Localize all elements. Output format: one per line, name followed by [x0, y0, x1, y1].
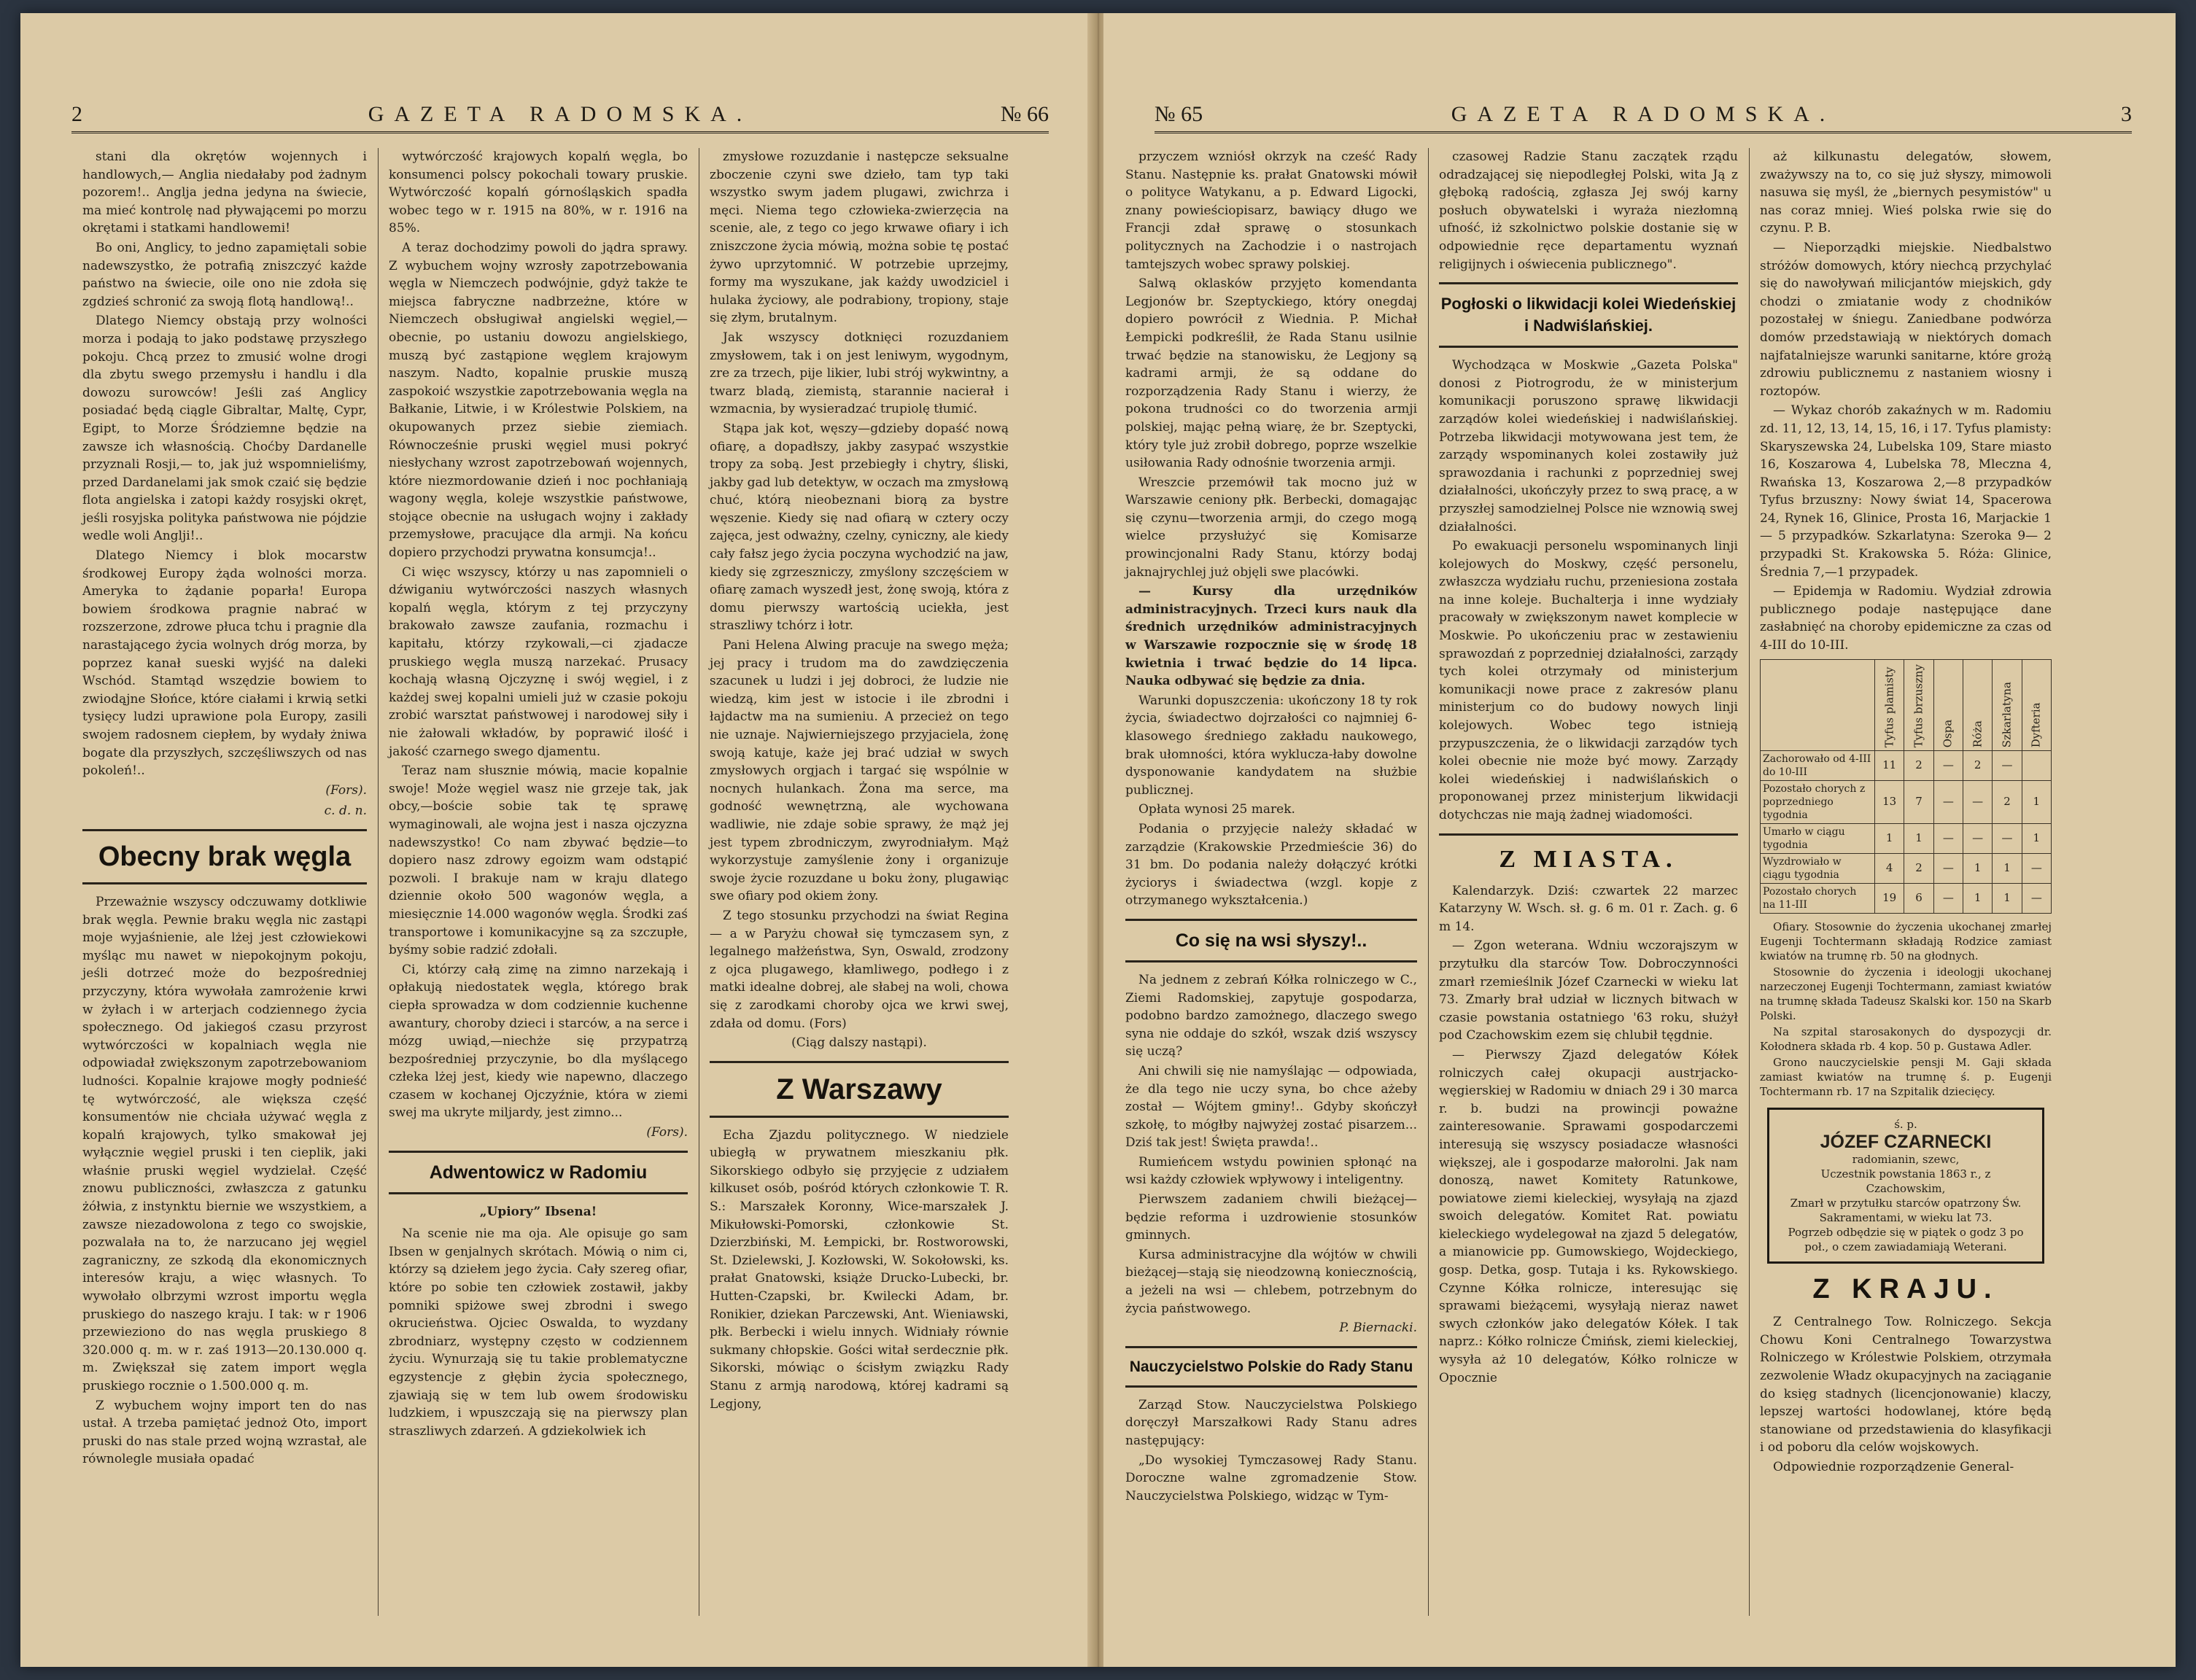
- obituary-notice: [1767, 1108, 2044, 1264]
- table-cell: —: [1933, 750, 1963, 780]
- table-cell: 19: [1875, 883, 1904, 913]
- right-column-3: [1760, 148, 2052, 1623]
- row-label: Wyzdrowiało w ciągu tygodnia: [1761, 853, 1875, 883]
- paragraph: Po ewakuacji personelu wspominanych linji kolejowych do Moskwy, część personelu, zwłaszcza wydziału ruchu, przeniesiona została na inne koleje. Buchalterja i inne wydziały pracowały w zwiększonym nawet komplecie w Moskwie. Po ukończeniu prac w zestawieniu sprawozdań z poprzedniej działalności, zarządy tych kolei otrzymały od ministerjum komunikacji nowe prace z zakresów planu ministerjum co do budowy nowych linji kolejowych. Wobec tego istnieją przypuszczenia, że o likwidacji zarządów tych kolei obecnie nie może być mowy. Zarządy kolei wiedeńskiej i nadwiślańskich o proponowanej przez ministerjum likwidacji dotychczas nie mają żadnej wiadomości.: [1439, 539, 1738, 822]
- divider: [1125, 1346, 1417, 1348]
- paragraph: „Do wysokiej Tymczasowej Rady Stanu. Doroczne walne zgromadzenie Stow. Nauczycielstwa Polskiego, widząc w Tym-: [1125, 1452, 1417, 1504]
- table-cell: —: [1963, 823, 1992, 853]
- table-cell: —: [1933, 853, 1963, 883]
- table-cell: 1: [2022, 823, 2051, 853]
- paragraph: Stosownie do życzenia i ideologji ukochanej narzeczonej Eugenji Tochtermann, zamiast kwiatów na trumnę składa Tadeusz Skalski kor. 150 na Skarb Polski.: [1760, 965, 2052, 1022]
- table-header: Tyfus brzuszny: [1904, 659, 1933, 750]
- paragraph: Pani Helena Alwing pracuje na swego męża; jej pracy i trudom ma do zawdzięczenia szacunek u ludzi i jej dobroci, że ludzie nie wiedzą, kim jest w istocie i ile zbrodni i łajdactw ma na sumieniu. A przecież on tego nie uznaje. Najwierniejszego przyjaciela, żonę swoją katuje, każe jej brać udział w swych zmysłowych orgjach i targać się wspólnie w nocnych hulankach. Żona ma serce, ma godność wewnętrzną, ale wychowana wadliwie, nie zdaje sobie sprawy, że mąż jej jest typem zbrodniczym, zwyrodniałym. Mąż wykorzystuje zamyślenie żony i organizuje swoje życie rozuzdane u boku żony, plugawiąc swe ofiary pod okiem żony.: [710, 638, 1009, 904]
- signature: (Fors).: [646, 1125, 688, 1140]
- row-label: Pozostało chorych na 11-III: [1761, 883, 1875, 913]
- divider: [389, 1192, 688, 1194]
- paragraph: Podania o przyjęcie należy składać w zarządzie (Krakowskie Przedmieście 36) do 31 bm. Do podania należy dołączyć krótki życiorys i świadectwa (wzgl. kopje z otrzymanego wykształcenia.): [1125, 821, 1417, 909]
- right-page: [1103, 13, 2176, 1667]
- table-cell: 1: [1963, 883, 1992, 913]
- divider: [1125, 1385, 1417, 1388]
- paragraph: — Zgon weterana. Wdniu wczorajszym w przytułku dla starców Tow. Dobroczynności zmarł rzemieślnik Józef Czarnecki w wieku lat 73. Zmarły brał udział w licznych bitwach w czasie powstania ostatniego '63 roku, służył pod Czachowskim ezem się chlubił tęgdnie.: [1439, 938, 1738, 1043]
- paragraph: Grono nauczycielskie pensji M. Gaji składa zamiast kwiatów na trumnę ś. p. Eugenji Tochtermann rb. 17 na Szpitalik dziecięcy.: [1760, 1055, 2052, 1098]
- paragraph: — Epidemja w Radomiu. Wydział zdrowia publicznego podaje następujące dane zasłabnięć na choroby epidemiczne za czas od 4-III do 10-III.: [1760, 584, 2052, 653]
- table-cell: 13: [1875, 780, 1904, 823]
- paragraph: Kalendarzyk. Dziś: czwartek 22 marzec Katarzyny W. Wsch. sł. g. 6 m. 01 r. Zach. g. 6 m 14.: [1439, 883, 1738, 934]
- paragraph: A teraz dochodzimy powoli do jądra sprawy. Z wybuchem wojny wzrosły zapotrzebowania węgla w Niemczech podwójnie, gdyż także te miejsca fabryczne nadbrzeżne, które w Niemczech obsługiwał angielski węgiel,—obecnie, po ustaniu dowozu angielskiego, muszą być zastąpione węglem krajowym naszym. Nadto, kopalnie pruskie muszą zaspokoić wszystkie zapotrzebowania węgla na Bałkanie, Litwie, i w Królestwie Polskiem, na okupowanych przez siebie ziemiach. Równocześnie pruski węgiel musi pokryć niesłychany wzrost zapotrzebowań wojennych, które niezmordowanie dzień i noc pochłaniają wagony węgla, koleje wszystkie państwowe, stojące obecnie na usługach wojny i zakłady przemysłowe, pracujące dla armji. Na końcu dopiero przychodzi prywatna konsumcja!..: [389, 240, 688, 561]
- continued-note: (Ciąg dalszy nastąpi).: [791, 1035, 927, 1051]
- obituary-line: Zmarł w przytułku starców opatrzony Św. Sakramentami, w wieku lat 73.: [1790, 1197, 2022, 1225]
- divider: [82, 882, 367, 884]
- table-header: Tyfus plamisty: [1875, 659, 1904, 750]
- left-page-header: [71, 99, 1049, 133]
- issue-number: № 66: [1000, 102, 1049, 126]
- row-label: Umarło w ciągu tygodnia: [1761, 823, 1875, 853]
- table-cell: 1: [2022, 780, 2051, 823]
- obituary-name: JÓZEF CZARNECKI: [1820, 1131, 1992, 1152]
- divider: [1125, 919, 1417, 921]
- left-page: [20, 13, 1093, 1667]
- paragraph: Przeważnie wszyscy odczuwamy dotkliwie brak węgla. Pewnie braku węgla nic zastąpi moje wyjaśnienie, ale lżej jest człowiekowi myśląc mu nawet w niepokojnym pokoju, jeśli dotrzeć może do bezpośredniej przyczyny, która wywołała zamrożenie krwi w żyłach i w arterjach codziennego życia społecznego. Od jakiegoś czasu przyrost wytwórczości w kopalniach węgla nie odpowiadał zwiększonym zapotrzebowaniom ludności. Kopalnie krajowe mogły podnieść tę wytwórczość, ale większa część konsumentów nie chciała używać węgla z kopalń krajowych, tylko smakował jej wyłącznie węgiel pruski i ten cieplik, jaki właśnie pruski węgiel wydzielał. Część znowu publiczności, zwłaszcza z gatunku żółwia, z instynktu biernie we wszystkiem, a zawsze niezadowolona z tego co swojskie, pozwalała na to, że narzucano jej węgiel zagraniczny, ze szkodą dla ekonomicznych interesów kraju, a więc własnych. To wywołało olbrzymi wzrost importu węgla pruskiego do naszego kraju. I tak: w r 1906 przewieziono do nas węgla pruskiego 8 320.000 q. m. w r. zaś 1913—20.130.000 q. m. Zwiększał się zatem import węgla pruskiego rocznie o 1.500.000 q. m.: [82, 894, 367, 1393]
- obituary-line: Pogrzeb odbędzie się w piątek o godz 3 po poł., o czem zawiadamiają Weterani.: [1788, 1226, 2024, 1254]
- page-number: 3: [2121, 102, 2132, 126]
- table-cell: 11: [1875, 750, 1904, 780]
- left-column-3: [710, 148, 1009, 1623]
- column-divider: [1749, 148, 1750, 1616]
- signature: (Fors).: [325, 782, 367, 798]
- paragraph: przyczem wzniósł okrzyk na cześć Rady Stanu. Następnie ks. prałat Gnatowski mówił o polityce Watykanu, a p. Edward Ligocki, znany powieściopisarz, bawiący długo we Francji zdał sprawę o stosunkach politycznych na Zachodzie i o nastrojach tamtejszych wobec sprawy polskiej.: [1125, 149, 1417, 272]
- table-cell: 4: [1875, 853, 1904, 883]
- obituary-role: radomianin, szewc,: [1852, 1153, 1960, 1167]
- right-page-header: [1155, 99, 2132, 133]
- paragraph: Zarząd Stow. Nauczycielstwa Polskiego doręczył Marszałkowi Rady Stanu adres następujący:: [1125, 1397, 1417, 1448]
- paragraph: Na jednem z zebrań Kółka rolniczego w C., Ziemi Radomskiej, zapytuje gospodarza, podobno bardzo zamożnego, dlaczego swego syna nie oddaje do szkół, wszak dziś wszyscy się uczą?: [1125, 972, 1417, 1059]
- table-row: [1761, 883, 2052, 913]
- table-cell: 2: [1904, 750, 1933, 780]
- table-cell: —: [1933, 883, 1963, 913]
- section-title-railways: Pogłoski o likwidacji kolei Wiedeńskiej i Nadwiślańskiej.: [1440, 295, 1737, 335]
- divider: [82, 829, 367, 831]
- paragraph: Warunki dopuszczenia: ukończony 18 ty rok życia, świadectwo dojrzałości co najmniej 6-klasowego średniego zakładu naukowego, brak ułomności, która wyklucza-łaby dowolne dysponowanie kandydatem na służbie publicznej.: [1125, 693, 1417, 798]
- paragraph: Dlatego Niemcy obstają przy wolności morza i podają to jako podstawę przyszłego pokoju. Chcą przez to zmusić wolne drogi dla zbytu swego przemysłu i handlu i dla dowozu surowców! Jeśli zaś Anglicy posiadać będą ciągle Gibraltar, Maltę, Cypr, Egipt, to Morze Śródziemne będzie na zawsze ich własnością. Choćby Dardanelle przyznali Rosji,— to, jak już wspomnieliśmy, przed Dardanelami jak smok czaić się będzie flota angielska i zatopi każdy rosyjski okręt, jeśli rosyjska polityka państwowa nie pójdzie wedle woli Anglji!..: [82, 314, 367, 544]
- table-cell: 7: [1904, 780, 1933, 823]
- paragraph: zmysłowe rozuzdanie i następcze seksualne zboczenie czyni swe dzieło, tam typ taki wszystko swym jadem plugawi, zwichrza i męci. Niema tego człowieka-zwierzęcia na scenie, ale, z tego co jego krwawe ofiary i ich zniszczone życia mówią, można sobie tę postać żywo uprzytomnić. W potrzebie uprzejmy, formy ma wyszukane, jak każdy uwodziciel i hulaka życiowy, ale podrabiony, tropiony, staje się złym, brutalnym.: [710, 149, 1009, 326]
- table-row: [1761, 780, 2052, 823]
- paragraph: Bo oni, Anglicy, to jedno zapamiętali sobie nadewszystko, że potrafią zniszczyć każde państwo na świecie, oile ono nie zdoła się zgdzieś schronić za swoją flotą handlową!..: [82, 240, 367, 309]
- paragraph: Echa Zjazdu politycznego. W niedziele ubiegłą w prywatnem mieszkaniu płk. Sikorskiego odbyło się przyjęcie z udziałem kilkuset osób, pośród których członkowie T. R. S.: Marszałek Koronny, Wice-marszałek J. Mikułowski-Pomorski, członkowie St. Dzierzbiński, M. Łempicki, br. Rostworowski, St. Dzielewski, J. Kozłowski, W. Sokołowski, ks. prałat Gnatowski, książe Drucko-Lubecki, br. Hutten-Czapski, br. Kwilecki Adam, br. Ronikier, dziekan Parczewski, Ant. Wieniawski, płk. Berbecki i wielu innych. Widniały równie sukmany chłopskie. Gości witał serdecznie płk. Sikorski, mówiąc o ścisłym związku Rady Stanu z armją narodową, której kadrami są Legjony,: [710, 1127, 1009, 1412]
- right-column-1: [1125, 148, 1417, 1623]
- paragraph: stani dla okrętów wojennych i handlowych,— Anglia niedałaby pod żadnym pozorem!.. Anglja jedna jedyna na świecie, ma mieć kontrolę nad pływającemi po morzu okrętami i statkami handlowemi!: [82, 149, 367, 236]
- table-cell: —: [2022, 853, 2051, 883]
- right-column-2: [1439, 148, 1738, 1623]
- obituary-prefix: ś. p.: [1894, 1117, 1917, 1131]
- paragraph: czasowej Radzie Stanu zaczątek rządu odradzającej się niepodległej Polski, wita Ją z głęboką radością, zgłasza Jej swój karny posłuch obywatelski i wyraża niezłomną ufność, iż szkolnictwo polskie dostanie się w odpowiednie ręce departamentu wyznań religijnych i oświecenia publicznego".: [1439, 149, 1738, 272]
- masthead-title: GAZETA RADOMSKA.: [368, 102, 753, 126]
- table-cell: 1: [1963, 853, 1992, 883]
- review-subtitle: „Upiory” Ibsena!: [479, 1204, 597, 1219]
- masthead-title: GAZETA RADOMSKA.: [1451, 102, 1836, 126]
- section-title-village: Co się na wsi słyszy!..: [1175, 930, 1367, 951]
- table-row: [1761, 853, 2052, 883]
- paragraph: Pierwszem zadaniem chwili bieżącej—będzie reforma i uzdrowienie stosunków gminnych.: [1125, 1192, 1417, 1243]
- section-title-city: Z MIASTA.: [1499, 845, 1678, 873]
- paragraph: Ci, którzy całą zimę na zimno narzekają i opłakują niedostatek węgla, którego brak ciepła sprowadza w dom codziennie kuchenne awantury, choroby dzieci i starców, a na serce i mózg uwiąd,—niechże się przypatrzą bezpośredniej przyczynie, bo dla myślącego człeka lżej jest, kiedy wie napewno, dlaczego czasem w kochanej Ojczyźnie, która w ziemi swej ma ukryte miljardy, jest zimno...: [389, 962, 688, 1121]
- paragraph: Salwą oklasków przyjęto komendanta Legjonów br. Szeptyckiego, który onegdaj dopiero powrócił z Wiednia. P. Michał Łempicki podkreślił, że Rada Stanu usilnie trwać będzie na stanowisku, że Legjony są kadrami armji, że są oddane do rozporządzenia Rady Stanu i wierzy, że pokona trudności co do tworzenia armji polskiej, mając pełną wiarę, że br. Szeptycki, który tyle już zrobił dobrego, poprze wszelkie usiłowania Rady odnośnie tworzenia armji.: [1125, 276, 1417, 471]
- epidemic-table: [1760, 659, 2052, 914]
- paragraph: — Wykaz chorób zakaźnych w m. Radomiu zd. 11, 12, 13, 14, 15, 16, i 17. Tyfus plamisty: Skaryszewska 24, Lubelska 109, Stare miasto 16, Koszarowa 4, Lubelska 78, Mleczna 4, Rwańska 13, Koszarowa 2,—8 przypadków Tyfus brzuszny: Nowy świat 14, Spacerowa 24, Rynek 16, Glinice, Prosta 16, Marjackie 1— 5 przypadków. Szkarlatyna: Szeroka 9— 2 przypadki St. Krakowska 5. Róża: Glinice, Średnia 7,—1 przypadek.: [1760, 403, 2052, 580]
- paragraph: Opłata wynosi 25 marek.: [1138, 802, 1295, 817]
- page-number: 2: [71, 102, 82, 126]
- paragraph: Jak wszyscy dotknięci rozuzdaniem zmysłowem, tak i on jest leniwym, wygodnym, zre za trzech, pije likier, lubi strój wykwintny, a twarz bladą, ziemistą, starannie nacierał i wzmacnia, by wysieradzać trupiolę tłumić.: [710, 330, 1009, 417]
- paragraph: Na szpital starosakonych do dyspozycji dr. Kołodnera składa rb. 4 kop. 50 p. Gustawa Adler.: [1760, 1024, 2052, 1053]
- table-cell: 2: [1904, 853, 1933, 883]
- paragraph: Z wybuchem wojny import ten do nas ustał. A trzeba pamiętać jednoż Oto, import pruski do nas stale przed wojną wzrastał, ale równolegle musiała opadać: [82, 1398, 367, 1467]
- table-cell: 1: [1904, 823, 1933, 853]
- article-title: Obecny brak węgla: [98, 841, 352, 872]
- issue-number: № 65: [1155, 102, 1203, 126]
- paragraph: Na scenie nie ma oja. Ale opisuje go sam Ibsen w genjalnych skrótach. Mówią o nim ci, którzy są dziełem jego życia. Cały szereg ofiar, które po sobie ten człowiek zostawił, jakby pomniki spiżowe swej zbrodni i swego okrucieństwa. Ojciec Oswalda, to wyzdany zbrodniarz, występny często w codziennem życiu. Wynurzają się tu takie problematyczne egzystencje z głębin życia społecznego, zjawiają się w tem lub owem środowisku ludzkiem, i wpuszczają się na pierwszy plan straszliwych zdarzeń. A gdziekolwiek ich: [389, 1226, 688, 1439]
- section-title-country: Z KRAJU.: [1812, 1274, 1999, 1305]
- paragraph: — Nieporządki miejskie. Niedbalstwo stróżów domowych, który niechcą przychylać się do nawoływań milicjantów miejskich, gdy chodzi o zmiatanie wody z chodników pozostałej w śniegu. Zaniedbane podwórza domów przedstawiają w niektórych domach najfatalniejsze warunki sanitarne, które grożą zdrowiu publicznemu z nastaniem wiosny i roztopów.: [1760, 240, 2052, 399]
- table-header: Ospa: [1933, 659, 1963, 750]
- table-header: Róża: [1963, 659, 1992, 750]
- table-header-row: [1761, 659, 2052, 750]
- table-cell: —: [1993, 823, 2022, 853]
- paragraph: Z Centralnego Tow. Rolniczego. Sekcja Chowu Koni Centralnego Towarzystwa Rolniczego w Królestwie Polskiem, otrzymała zezwolenie Władz okupacyjnych na zaciąganie do księg stadnych (licencjonowanie) klaczy, lepszej wartości hodowlanej, które będą stanowiane od przedstawienia do klasyfikacji i od poboru dla celów wojskowych.: [1760, 1315, 2052, 1455]
- paragraph: — Kursy dla urzędników administracyjnych. Trzeci kurs nauk dla średnich urzędników administracyjnych w Warszawie rozpocznie się w środę 18 kwietnia i trwać będzie do 14 lipca. Nauka odbywać się będzie za dnia.: [1125, 584, 1417, 689]
- paragraph: Wreszcie przemówił tak mocno już w Warszawie ceniony płk. Berbecki, domagając się czynu—tworzenia armji, do czego mogą wielce przysłużyć się Komisarze prowincjonalni Rady Stanu, którzy bodaj jaknajrychlej już objęli swe placówki.: [1125, 475, 1417, 580]
- obituary-line: Uczestnik powstania 1863 r., z Czachowskim,: [1820, 1167, 1991, 1196]
- table-row: [1761, 823, 2052, 853]
- divider: [389, 1151, 688, 1153]
- divider: [710, 1061, 1009, 1063]
- divider: [1439, 346, 1738, 348]
- divider: [1439, 833, 1738, 836]
- paragraph: Ci więc wszyscy, którzy u nas zapomnieli o dźwiganiu wytwórczości naszych własnych kopalń węgla, którym z tej przyczyny brakowało zawsze zaufania, rozmachu i kapitału, którzy rzykowali,—ci zjadacze pruskiego węgla muszą narzekać. Prusacy kochają własną Ojczyznę i swój węgiel, i z każdej swej kopalni umieli już w czasie pokoju zrobić warsztat państwowej i narodowej siły i nie żałowali wkładów, by poprawić ilość i jakość czarnego swego djamentu.: [389, 564, 688, 759]
- paragraph: wytwórczość krajowych kopalń węgla, bo konsumenci polscy pokochali towary pruskie. Wytwórczość kopalń górnośląskich spadła wobec tego w r. 1915 na 80%, w r. 1916 na 85%.: [389, 149, 688, 236]
- table-cell: 1: [1875, 823, 1904, 853]
- newspaper-spread: [20, 13, 2176, 1667]
- section-title-teachers: Nauczycielstwo Polskie do Rady Stanu: [1129, 1358, 1413, 1375]
- column-divider: [1428, 148, 1429, 1616]
- table-cell: —: [1993, 750, 2022, 780]
- table-cell: —: [1933, 823, 1963, 853]
- paragraph: Teraz nam słusznie mówią, macie kopalnie swoje! Może węgiel wasz nie grzeje tak, jak obcy,—boście sobie tak tę sprawę wymaginowali, ale wojna jest i nasza ojczyzna nadewszystko! Co nam zbywać będzie—to dopiero nasz zdrowy egoizm wam odstąpić pozwoli. I brakuje nam w kraju dlatego dziennie około 500 wagonów węgla, a miesięcznie 14.000 wagonów węgla. Środki zaś transportowe i komunikacyjne są za szczupłe, byśmy sobie radzić zdołali.: [389, 763, 688, 958]
- signature: P. Biernacki.: [1339, 1321, 1417, 1336]
- table-cell: —: [1933, 780, 1963, 823]
- continued-note: c. d. n.: [324, 804, 367, 819]
- table-row: [1761, 750, 2052, 780]
- paragraph: — Pierwszy Zjazd delegatów Kółek rolniczych całej okupacji austrjacko-węgierskiej w Radomiu w dniach 29 i 30 marca r. b. budzi na prowincji poważne zainteresowanie. Sprawami gospodarczemi interesują się wszyscy posiadacze własności większej, ale i gospodarze małorolni. Jak nam donoszą, nawet Komitety Ratunkowe, powiatowe ziemi kieleckiej, wysyłają na zjazd swoich delegatów. Komitet Rat. powiatu kieleckiego wydelegował na zjazd 5 delegatów, a mianowicie pp. Gumowskiego, Wojdeckiego, gosp. Detka, gosp. Tutaja i ks. Rykowskiego. Czynne Kółka rolnicze, interesując się sprawami bieżącemi, wysyłają nieraz nawet swych członków jako delegatów Kółek. I tak naprz.: Kółko rolnicze Ćmińsk, ziemi kieleckiej, wysyła aż 10 delegatów, Kółko rolnicze w Opocznie: [1439, 1047, 1738, 1385]
- row-label: Zachorowało od 4-III do 10-III: [1761, 750, 1875, 780]
- table-cell: 1: [1993, 883, 2022, 913]
- paragraph: Stąpa jak kot, węszy—gdzieby dopaść nową ofiarę, a dopadłszy, jakby zasypać wszystkie tropy za sobą. Jest przebiegły i chytry, śliski, jakby gad lub detektyw, w oczach ma zmysłową chuć, którą nieobeznani biorą za bystre węszenie. Kiedy się nad ofiarą w cztery oczy zajęca, jest odważny, czelny, cyniczny, ale kiedy cały fałsz jego życia poczyna wychodzić na jaw, kiedy się zgrzeszniczy, zmyślony szczęściem w ofiarę zamach wyszedł jest, żonę swoją, która z domu pierwszy wartością uciekła, jest straszliwy tchórz i łotr.: [710, 421, 1009, 634]
- paragraph: Ofiary. Stosownie do życzenia ukochanej zmarłej Eugenji Tochtermann składają Rodzice zamiast kwiatów na trumnę rb. 50 na głodnych.: [1760, 919, 2052, 962]
- table-cell: —: [1963, 780, 1992, 823]
- paragraph: Wychodząca w Moskwie „Gazeta Polska" donosi z Piotrogrodu, że w ministerjum komunikacji poruszono sprawę likwidacji zarządów kolei wiedeńskiej i nadwiślańskiej. Potrzeba likwidacji motywowana jest tem, że zarządy wspominanych kolei zostawiły już sprawozdania i rachunki z poprzedniej swej działalności, ukończyły przez to swą pracę, a w przyszłej samodzielnej Polsce nie wznowią swej działalności.: [1439, 358, 1738, 534]
- paragraph: Ani chwili się nie namyślając — odpowiada, że dla tego nie uczy syna, bo chce ażeby został — Wójtem gminy!.. Gdyby skończył szkołę, to mógłby najwyżej zostać pisarzem... Dziś tak jest! Święta prawda!..: [1125, 1063, 1417, 1151]
- table-cell: 1: [1993, 853, 2022, 883]
- table-cell: 2: [1963, 750, 1992, 780]
- paragraph: Dlatego Niemcy i blok mocarstw środkowej Europy żąda wolności morza. Ameryka to żądanie poparła! Europa bowiem środkowa pragnie nabrać w rozszerzone, zdrowe płuca tchu i pragnie dla narastającego życia wolnych dróg morza, by poprzez kanał sueski wyjść na daleki Wschód. Stamtąd wszędzie bowiem to zwiodąjne Słońce, które ciałami i krwią setki tysięcy ludzi uprawione pola Europy, zasili swojem radosnem ciepłem, by wydały żniwa bogate dla przyszłych, szczęśliwszych od nas pokoleń!..: [82, 548, 367, 779]
- paragraph: Z tego stosunku przychodzi na świat Regina — a w Paryżu chował się tymczasem syn, z legalnego małżeństwa, Syn, Oswald, zrodzony z ojca plugawego, kłamliwego, podłego i z matki idealne dobrej, ale słabej na woli, chowa się z zarodkami choroby ojca we krwi swej, zdała od domu. (Fors): [710, 908, 1009, 1031]
- table-cell: 2: [1993, 780, 2022, 823]
- left-column-1: [82, 148, 367, 1623]
- table-cell: 6: [1904, 883, 1933, 913]
- divider: [1125, 960, 1417, 962]
- section-title-warsaw: Z Warszawy: [776, 1073, 942, 1105]
- paragraph: Rumieńcem wstydu powinien spłonąć na wsi każdy człowiek wpływowy i inteligentny.: [1125, 1154, 1417, 1188]
- paragraph: Odpowiednie rozporządzenie General-: [1773, 1459, 2014, 1474]
- paragraph: Kursa administracyjne dla wójtów w chwili bieżącej—stają się nieodzowną koniecznością, a jeżeli na wsi — chlebem, potrzebnym do życia państwowego.: [1125, 1247, 1417, 1316]
- table-header: Szkarlatyna: [1993, 659, 2022, 750]
- divider: [1439, 282, 1738, 284]
- table-cell: —: [2022, 883, 2051, 913]
- divider: [710, 1116, 1009, 1118]
- left-column-2: [389, 148, 688, 1623]
- column-divider: [378, 148, 379, 1616]
- table-header: Dyfteria: [2022, 659, 2051, 750]
- review-title: Adwentowicz w Radomiu: [429, 1162, 648, 1183]
- row-label: Pozostało chorych z poprzedniego tygodnia: [1761, 780, 1875, 823]
- table-cell: [2022, 750, 2051, 780]
- paragraph: aż kilkunastu delegatów, słowem, zważywszy na to, co się już słyszy, mimowoli nasuwa się myśl, że „biernych pesymistów" u nas coraz mniej. Wieś polska rwie się do czynu. P. B.: [1760, 149, 2052, 236]
